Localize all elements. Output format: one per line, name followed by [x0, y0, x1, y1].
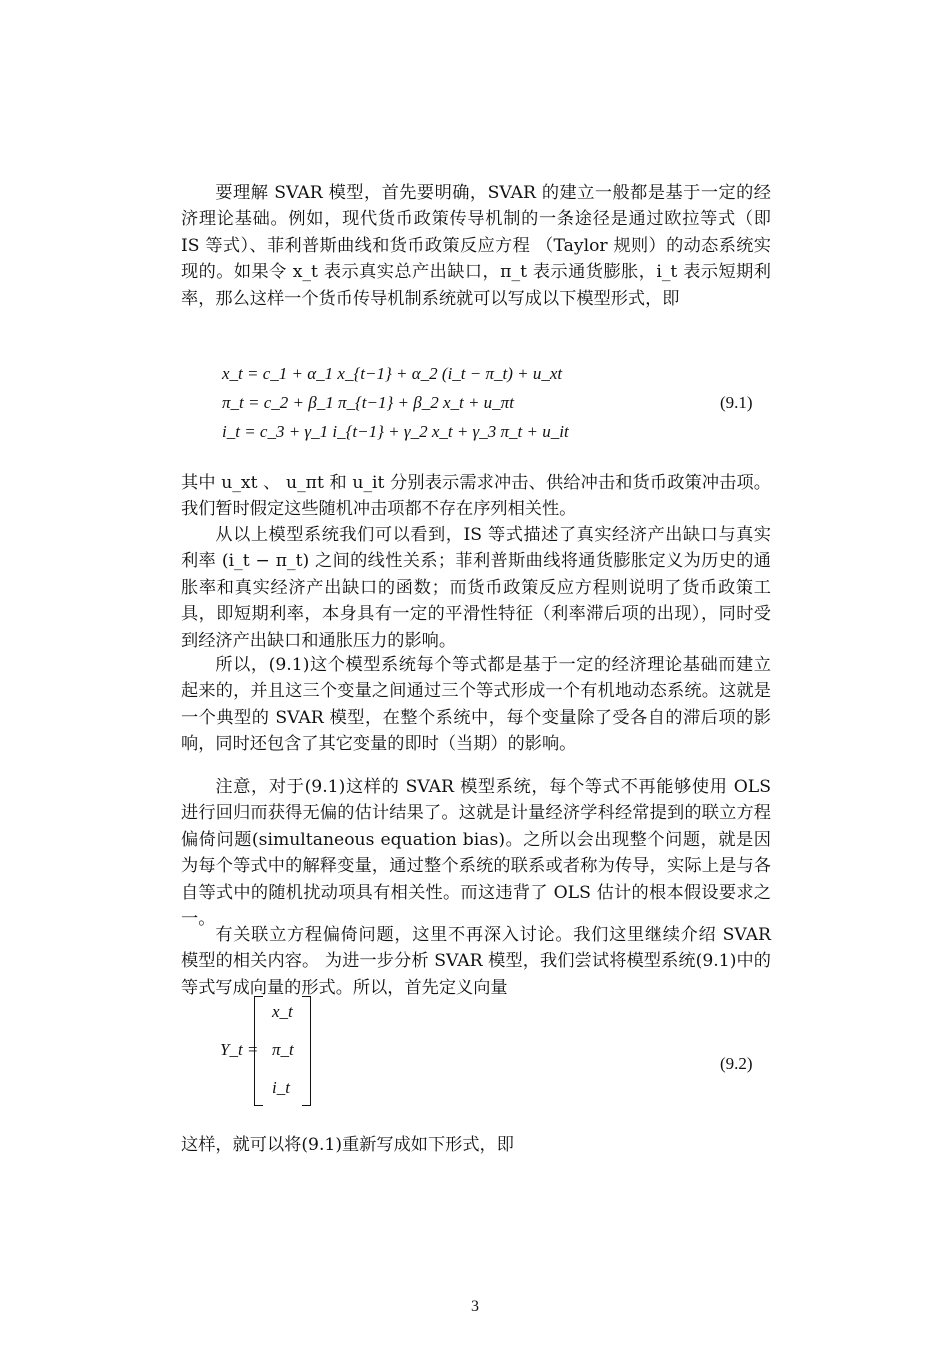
vector-entry-i: i_t [272, 1078, 290, 1097]
vector-definition-y [220, 996, 440, 1106]
paragraph-intro-text: 要理解 SVAR 模型，首先要明确，SVAR 的建立一般都是基于一定的经济理论基础。例如，现代货币政策传导机制的一条途径是通过欧拉等式（即 IS 等式）、菲利普斯曲线和货币政策反应方程 （Taylor 规则）的动态系统实现的。如果令 x_t 表示真实总产出缺口，π_t 表示通货膨胀，i_t 表示短期利率，那么这样一个货币传导机制系统就可以写成以下模型形式，即 [181, 183, 771, 309]
equation-number-9-2: (9.2) [720, 1054, 753, 1073]
paragraph-simultaneity-bias [181, 774, 771, 932]
paragraph-model-explanation-text: 从以上模型系统我们可以看到，IS 等式描述了真实经济产出缺口与真实利率 (i_t − π_t) 之间的线性关系；菲利普斯曲线将通货膨胀定义为历史的通胀率和真实经济产出缺口的函数；而货币政策反应方程则说明了货币政策工具，即短期利率，本身具有一定的平滑性特征（利率滞后项的出现），同时受到经济产出缺口和通胀压力的影响。 [181, 525, 771, 651]
equation-number-9-1: (9.1) [720, 393, 753, 412]
equation-taylor-rule: i_t = c_3 + γ_1 i_{t−1} + γ_2 x_t + γ_3 π_t + u_it [222, 422, 569, 441]
paragraph-shocks-text: 其中 u_xt 、 u_πt 和 u_it 分别表示需求冲击、供给冲击和货币政策冲击项。我们暂时假定这些随机冲击项都不存在序列相关性。 [181, 473, 771, 520]
paragraph-model-explanation [181, 522, 771, 654]
equation-is-curve: x_t = c_1 + α_1 x_{t−1} + α_2 (i_t − π_t) + u_xt [222, 364, 563, 383]
equation-phillips-curve: π_t = c_2 + β_1 π_{t−1} + β_2 x_t + u_πt [222, 393, 514, 412]
paragraph-intro [181, 180, 771, 312]
paragraph-simultaneity-bias-text: 注意，对于(9.1)这样的 SVAR 模型系统，每个等式不再能够使用 OLS 进行回归而获得无偏的估计结果了。这就是计量经济学科经常提到的联立方程偏倚问题(simultaneous equation bias)。之所以会出现整个问题，就是因为每个等式中的解释变量，通过整个系统的联系或者称为传导，实际上是与各自等式中的随机扰动项具有相关性。而这违背了 OLS 估计的根本假设要求之一。 [181, 777, 771, 930]
paragraph-vector-form-text: 有关联立方程偏倚问题，这里不再深入讨论。我们这里继续介绍 SVAR 模型的相关内容。 为进一步分析 SVAR 模型，我们尝试将模型系统(9.1)中的等式写成向量的形式。所以，首先定义向量 [181, 925, 771, 998]
paragraph-shocks [181, 470, 771, 523]
right-bracket [302, 996, 311, 1106]
vector-entry-x: x_t [272, 1002, 293, 1021]
vector-entry-pi: π_t [272, 1040, 294, 1059]
paragraph-rewrite-text: 这样，就可以将(9.1)重新写成如下形式，即 [181, 1135, 514, 1155]
paragraph-svar-system-text: 所以，(9.1)这个模型系统每个等式都是基于一定的经济理论基础而建立起来的，并且这三个变量之间通过三个等式形成一个有机地动态系统。这就是一个典型的 SVAR 模型，在整个系统中，每个变量除了受各自的滞后项的影响，同时还包含了其它变量的即时（当期）的影响。 [181, 655, 771, 755]
page-number: 3 [471, 1298, 479, 1315]
left-bracket [254, 996, 263, 1106]
paragraph-vector-form [181, 922, 771, 1001]
paragraph-rewrite [181, 1132, 771, 1158]
paragraph-svar-system [181, 652, 771, 758]
vector-lhs: Y_t = [220, 1040, 259, 1059]
